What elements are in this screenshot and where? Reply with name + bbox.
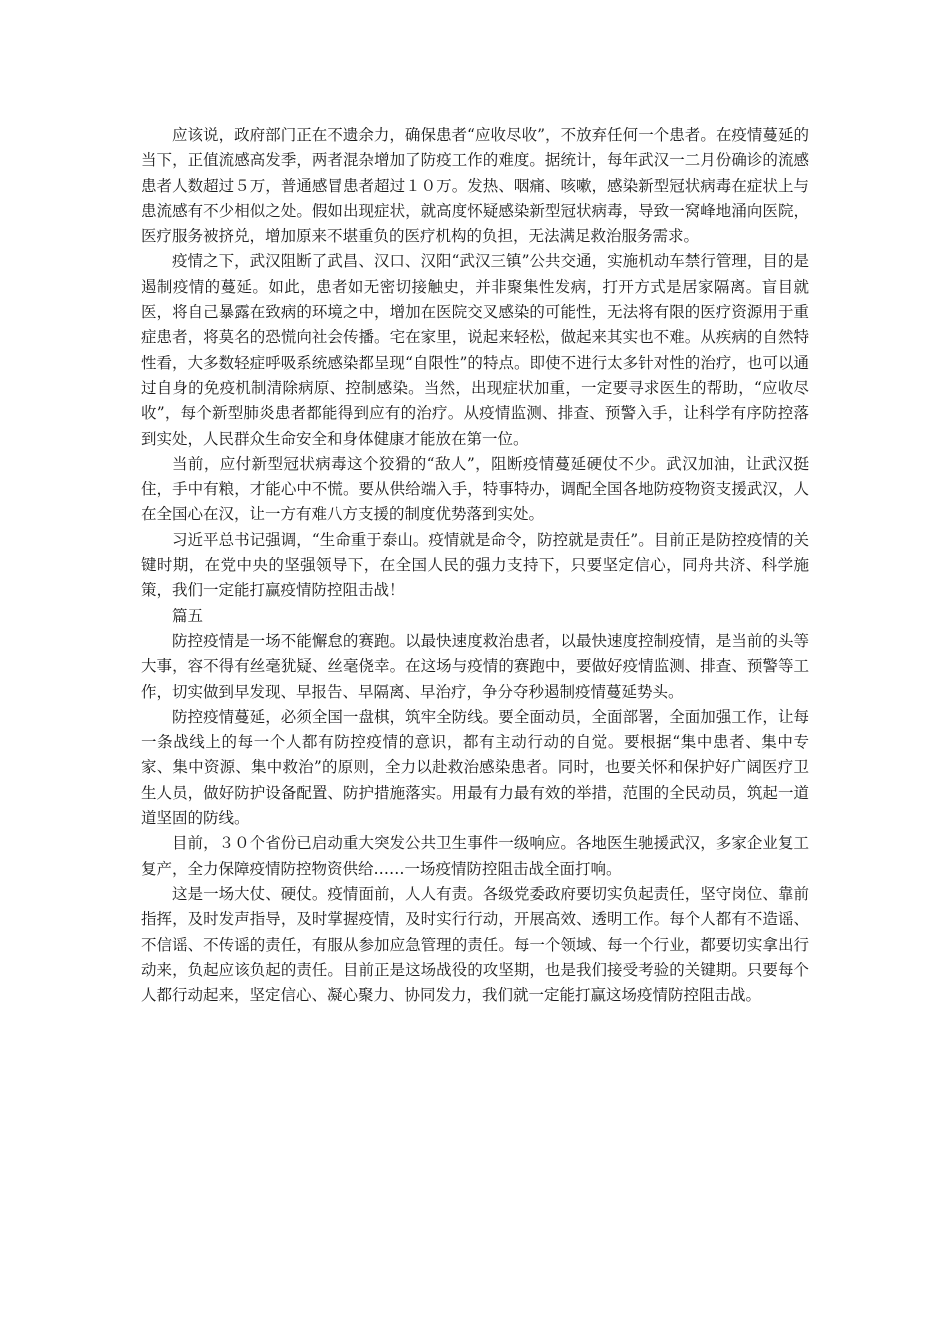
document-body — [141, 123, 809, 1008]
paragraph: 习近平总书记强调，“生命重于泰山。疫情就是命令，防控就是责任”。目前正是防控疫情的关键时期，在党中央的坚强领导下，在全国人民的强力支持下，只要坚定信心，同舟共济、科学施策，我们一定能打赢疫情防控阻击战！ — [141, 530, 809, 600]
paragraph: 防控疫情蔓延，必须全国一盘棋，筑牢全防线。要全面动员，全面部署，全面加强工作，让每一条战线上的每一个人都有防控疫情的意识，都有主动行动的自觉。要根据“集中患者、集中专家、集中资源、集中救治”的原则，全力以赴救治感染患者。同时，也要关怀和保护好广阔医疗卫生人员，做好防护设备配置、防护措施落实。用最有力最有效的举措，范围的全民动员，筑起一道道坚固的防线。 — [141, 707, 809, 828]
paragraph: 这是一场大仗、硬仗。疫情面前，人人有责。各级党委政府要切实负起责任，坚守岗位、靠前指挥，及时发声指导，及时掌握疫情，及时实行行动，开展高效、透明工作。每个人都有不造谣、不信谣、不传谣的责任，有服从参加应急管理的责任。每一个领域、每一个行业，都要切实拿出行动来，负起应该负起的责任。目前正是这场战役的攻坚期，也是我们接受考验的关键期。只要每个人都行动起来，坚定信心、凝心聚力、协同发力，我们就一定能打赢这场疫情防控阻击战。 — [141, 884, 809, 1005]
paragraph: 当前，应付新型冠状病毒这个狡猾的“敌人”，阻断疫情蔓延硬仗不少。武汉加油，让武汉挺住，手中有粮，才能心中不慌。要从供给端入手，特事特办，调配全国各地防疫物资支援武汉，人在全国心在汉，让一方有难八方支援的制度优势落到实处。 — [141, 454, 809, 524]
paragraph: 目前，３０个省份已启动重大突发公共卫生事件一级响应。各地医生驰援武汉，多家企业复工复产，全力保障疫情防控物资供给……一场疫情防控阻击战全面打响。 — [141, 834, 809, 878]
paragraph: 防控疫情是一场不能懈怠的赛跑。以最快速度救治患者，以最快速度控制疫情，是当前的头等大事，容不得有丝毫犹疑、丝毫侥幸。在这场与疫情的赛跑中，要做好疫情监测、排查、预警等工作，切实做到早发现、早报告、早隔离、早治疗，争分夺秒遏制疫情蔓延势头。 — [141, 631, 809, 701]
paragraph: 疫情之下，武汉阻断了武昌、汉口、汉阳“武汉三镇”公共交通，实施机动车禁行管理，目的是遏制疫情的蔓延。如此，患者如无密切接触史，并非聚集性发病，打开方式是居家隔离。盲目就医，将自己暴露在致病的环境之中，增加在医院交叉感染的可能性，无法将有限的医疗资源用于重症患者，将莫名的恐慌向社会传播。宅在家里，说起来轻松，做起来其实也不难。从疾病的自然特性看，大多数轻症呼吸系统感染都呈现“自限性”的特点。即使不进行太多针对性的治疗，也可以通过自身的免疫机制清除病原、控制感染。当然，出现症状加重，一定要寻求医生的帮助，“应收尽收”，每个新型肺炎患者都能得到应有的治疗。从疫情监测、排查、预警入手，让科学有序防控落到实处，人民群众生命安全和身体健康才能放在第一位。 — [141, 252, 809, 448]
section-heading: 篇五 — [172, 606, 204, 625]
paragraph: 应该说，政府部门正在不遗余力，确保患者“应收尽收”，不放弃任何一个患者。在疫情蔓延的当下，正值流感高发季，两者混杂增加了防疫工作的难度。据统计，每年武汉一二月份确诊的流感患者人数超过５万，普通感冒患者超过１０万。发热、咽痛、咳嗽，感染新型冠状病毒在症状上与患流感有不少相似之处。假如出现症状，就高度怀疑感染新型冠状病毒，导致一窝峰地涌向医院，医疗服务被挤兑，增加原来不堪重负的医疗机构的负担，无法满足救治服务需求。 — [141, 126, 809, 246]
